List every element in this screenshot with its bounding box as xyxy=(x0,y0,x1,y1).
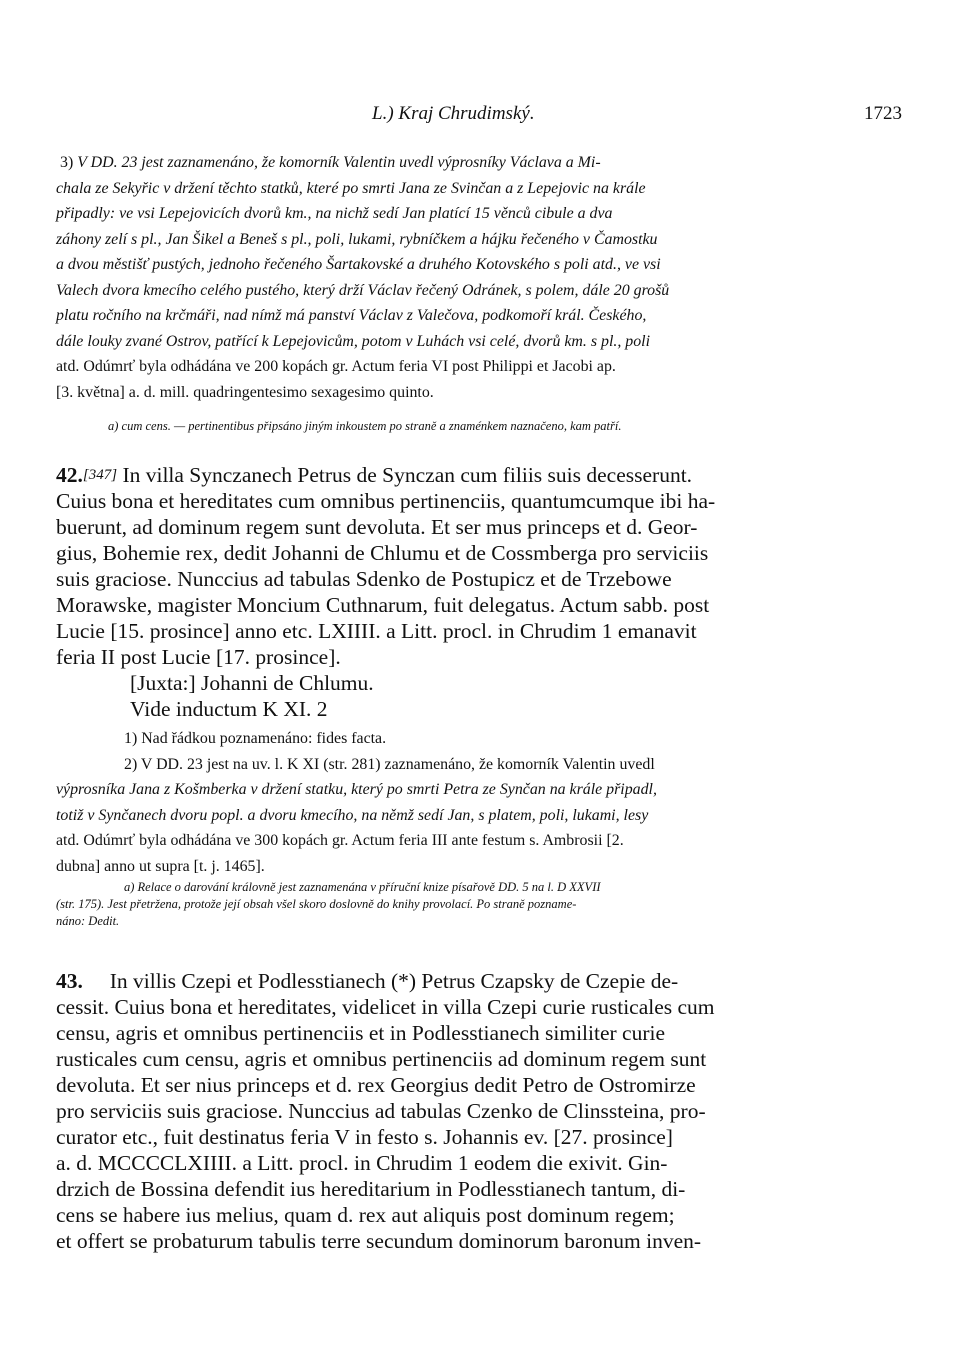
footnote-1: 1) Nad řádkou poznamenáno: fides facta. xyxy=(124,730,387,747)
entry-line: rusticales cum censu, agris et omnibus pertinenciis ad dominum regem sunt xyxy=(56,1047,707,1071)
footnote-line: výprosníka Jana z Košmberka v držení statku, který po smrti Petra ze Synčan na krále připadl, xyxy=(56,781,657,798)
footnote-line: 2) V DD. 23 jest na uv. l. K XI (str. 281) zaznamenáno, že komorník Valentin uvedl xyxy=(124,755,655,773)
footnote-line: platu ročního na krčmáři, nad nímž má panství Václav z Valečova, podkomoří král. Českého, xyxy=(56,307,647,324)
footnote-line: [3. května] a. d. mill. quadringentesimo sexagesimo quinto. xyxy=(56,383,434,401)
entry-43 xyxy=(56,968,902,1254)
entry-ref: [347] xyxy=(82,467,118,483)
entry-line: drzich de Bossina defendit ius hereditarium in Podlesstianech tantum, di- xyxy=(56,1177,686,1201)
entry-line: et offert se probaturum tabulis terre secundum dominorum baronum inven- xyxy=(56,1229,702,1253)
entry-line: curator etc., fuit destinatus feria V in festo s. Johannis ev. [27. prosince] xyxy=(56,1125,673,1149)
entry-line: pro serviciis suis graciose. Nunccius ad tabulas Czenko de Clinssteina, pro- xyxy=(56,1099,706,1123)
footnote-line: záhony zelí s pl., Jan Šikel a Beneš s pl., poli, lukami, rybníčkem a hájku řečeného v Čamostku xyxy=(56,230,658,248)
footnote-line: dále louky zvané Ostrov, patřící k Lepejovicům, potom v Luhách vsi celé, dvorů km. s pl., poli xyxy=(56,332,650,350)
entry-line: feria II post Lucie [17. prosince]. xyxy=(56,645,341,669)
footnote-line: a dvou městišť pustých, jednoho řečeného Šartakovské a druhého Kotovského s poli atd., ve vsi xyxy=(56,256,661,273)
entry-line: censu, agris et omnibus pertinenciis et in Podlesstianech similiter curie xyxy=(56,1021,666,1045)
footnote-line: totiž v Synčanech dvoru popl. a dvoru kmecího, na němž sedí Jan, s platem, poli, lukami, lesy xyxy=(56,806,649,824)
footnote-line: dubna] anno ut supra [t. j. 1465]. xyxy=(56,857,265,875)
entry-number: 43. xyxy=(56,969,83,993)
footnote-line: chala ze Sekyřic v držení těchto statků, které po smrti Jana ze Svinčan a z Lepejovic na krále xyxy=(56,179,646,197)
page-header xyxy=(56,103,902,127)
entry-42 xyxy=(56,462,902,722)
top-footnote-note-a: a) cum cens. — pertinentibus připsáno jiným inkoustem po straně a znaménkem naznačeno, kam patří. xyxy=(108,419,622,433)
footnote-line: Valech dvora kmecího celého pustého, který drží Václav řečený Odránek, s polem, dále 20 grošů xyxy=(56,281,670,299)
entry-line: Lucie [15. prosince] anno etc. LXIIII. a Litt. procl. in Chrudim 1 emanavit xyxy=(56,619,697,643)
entry-line: [Juxta:] Johanni de Chlumu. xyxy=(130,671,374,695)
entry-line: devoluta. Et ser nius princeps et d. rex Georgius dedit Petro de Ostromirze xyxy=(56,1073,696,1097)
entry-line: Cuius bona et hereditates cum omnibus pertinenciis, quantumcumque ibi ha- xyxy=(56,489,716,513)
entry-number: 42. xyxy=(56,463,83,487)
entry-line: cessit. Cuius bona et hereditates, videlicet in villa Czepi curie rusticales cum xyxy=(56,995,715,1019)
footnote-line: atd. Odúmrť byla odhádána ve 200 kopách gr. Actum feria VI post Philippi et Jacobi ap. xyxy=(56,358,616,375)
entry-42-note-a: a) Relace o darování královně jest zaznamenána v příruční knize písařově DD. 5 na l. D XXVII (str. 175). Jest přetržena, protože její obsah všel skoro doslovně do knihy provolací. Po straně pozname- náno: Dedit. xyxy=(56,880,601,928)
footnote-line: atd. Odúmrť byla odhádána ve 300 kopách gr. Actum feria III ante festum s. Ambrosii [2. xyxy=(56,832,624,849)
entry-line: buerunt, ad dominum regem sunt devoluta. Et ser mus princeps et d. Geor- xyxy=(56,515,698,539)
entry-line: suis graciose. Nunccius ad tabulas Sdenko de Postupicz et de Trzebowe xyxy=(56,567,672,591)
footnote-line: 3) V DD. 23 jest zaznamenáno, že komorník Valentin uvedl výprosníky Václava a Mi- xyxy=(60,154,601,171)
entry-line: cens se habere ius melius, quam d. rex aut aliquis post dominum regem; xyxy=(56,1203,675,1227)
top-footnote xyxy=(56,150,902,405)
entry-line: 42.[347] In villa Synczanech Petrus de Synczan cum filiis suis decesserunt. xyxy=(56,463,693,487)
footnote-line: připadly: ve vsi Lepejovicích dvorů km., na nichž sedí Jan platící 15 věnců cibule a dva xyxy=(56,205,613,222)
page-number: 1723 xyxy=(864,103,902,124)
entry-line: 43. In villis Czepi et Podlesstianech (*) Petrus Czapsky de Czepie de- xyxy=(56,969,679,993)
entry-line: gius, Bohemie rex, dedit Johanni de Chlumu et de Cossmberga pro serviciis xyxy=(56,541,709,565)
entry-42-footnotes xyxy=(56,726,902,879)
entry-line: a. d. MCCCCLXIIII. a Litt. procl. in Chrudim 1 eodem die exivit. Gin- xyxy=(56,1151,668,1175)
running-title: L.) Kraj Chrudimský. xyxy=(372,103,535,124)
entry-line: Vide inductum K XI. 2 xyxy=(130,697,328,721)
entry-line: Morawske, magister Moncium Cuthnarum, fuit delegatus. Actum sabb. post xyxy=(56,593,710,617)
